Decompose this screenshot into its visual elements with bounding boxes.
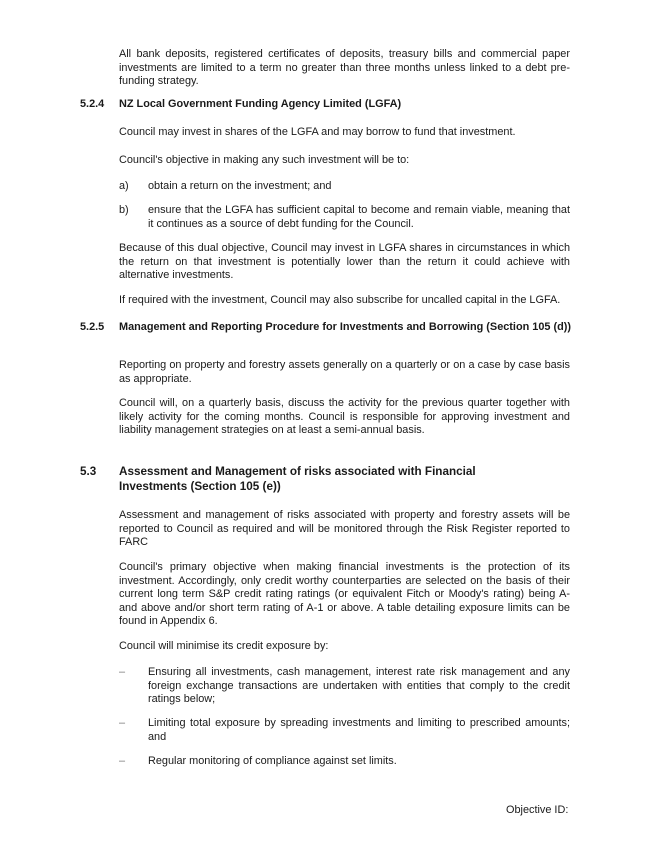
section-number: 5.2.4 [80,98,105,110]
section-title: Assessment and Management of risks associated with Financial Investments (Section 105 (e)) [119,465,476,493]
dash-marker: – [119,717,126,729]
objective-id-footer: Objective ID: [506,804,569,816]
list-item-text: ensure that the LGFA has sufficient capital to become and remain viable, meaning that it continues as a source of debt funding for the Council. [148,204,570,230]
bullet-text: Limiting total exposure by spreading investments and limiting to prescribed amounts; and [148,717,570,743]
dash-marker: – [119,755,126,767]
section-number: 5.3 [80,465,97,478]
section-number: 5.2.5 [80,321,105,333]
paragraph: Reporting on property and forestry assets generally on a quarterly or on a case by case basis as appropriate. [119,359,570,385]
section-title: NZ Local Government Funding Agency Limited (LGFA) [119,98,402,110]
paragraph: Assessment and management of risks associated with property and forestry assets will be reported to Council as required and will be monitored through the Risk Register reported to FARC [119,509,570,549]
list-marker: b) [119,204,129,216]
dash-marker: – [119,666,126,678]
intro-paragraph: All bank deposits, registered certificates of deposits, treasury bills and commercial paper investments are limited to a term no greater than three months unless linked to a debt pre-funding strategy. [119,48,570,88]
paragraph: Council's primary objective when making financial investments is the protection of its investment. Accordingly, only credit worthy counterparties are selected on the basis of their current long term S&P credit rating ratings (or equivalent Fitch or Moody's rating) being A- and above and/or short term rating of A-1 or above. A table detailing exposure limits can be found in Appendix 6. [119,561,570,628]
bullet-text: Ensuring all investments, cash management, interest rate risk management and any foreign exchange transactions are undertaken with entities that comply to the credit ratings below; [148,666,570,706]
bullet-text: Regular monitoring of compliance against set limits. [148,755,397,767]
paragraph: Council may invest in shares of the LGFA and may borrow to fund that investment. [119,126,516,138]
paragraph: Council will, on a quarterly basis, discuss the activity for the previous quarter together with likely activity for the coming months. Council is responsible for approving investment and liability management strategies on at least a semi-annual basis. [119,397,570,437]
paragraph: If required with the investment, Council may also subscribe for uncalled capital in the LGFA. [119,294,561,306]
list-item-text: obtain a return on the investment; and [148,180,332,192]
list-marker: a) [119,180,129,192]
paragraph: Council will minimise its credit exposure by: [119,640,329,652]
paragraph: Because of this dual objective, Council may invest in LGFA shares in circumstances in which the return on that investment is potentially lower than the return it could achieve with alternative investments. [119,242,570,282]
section-title: Management and Reporting Procedure for Investments and Borrowing (Section 105 (d)) [119,321,572,333]
paragraph: Council's objective in making any such investment will be to: [119,154,410,166]
